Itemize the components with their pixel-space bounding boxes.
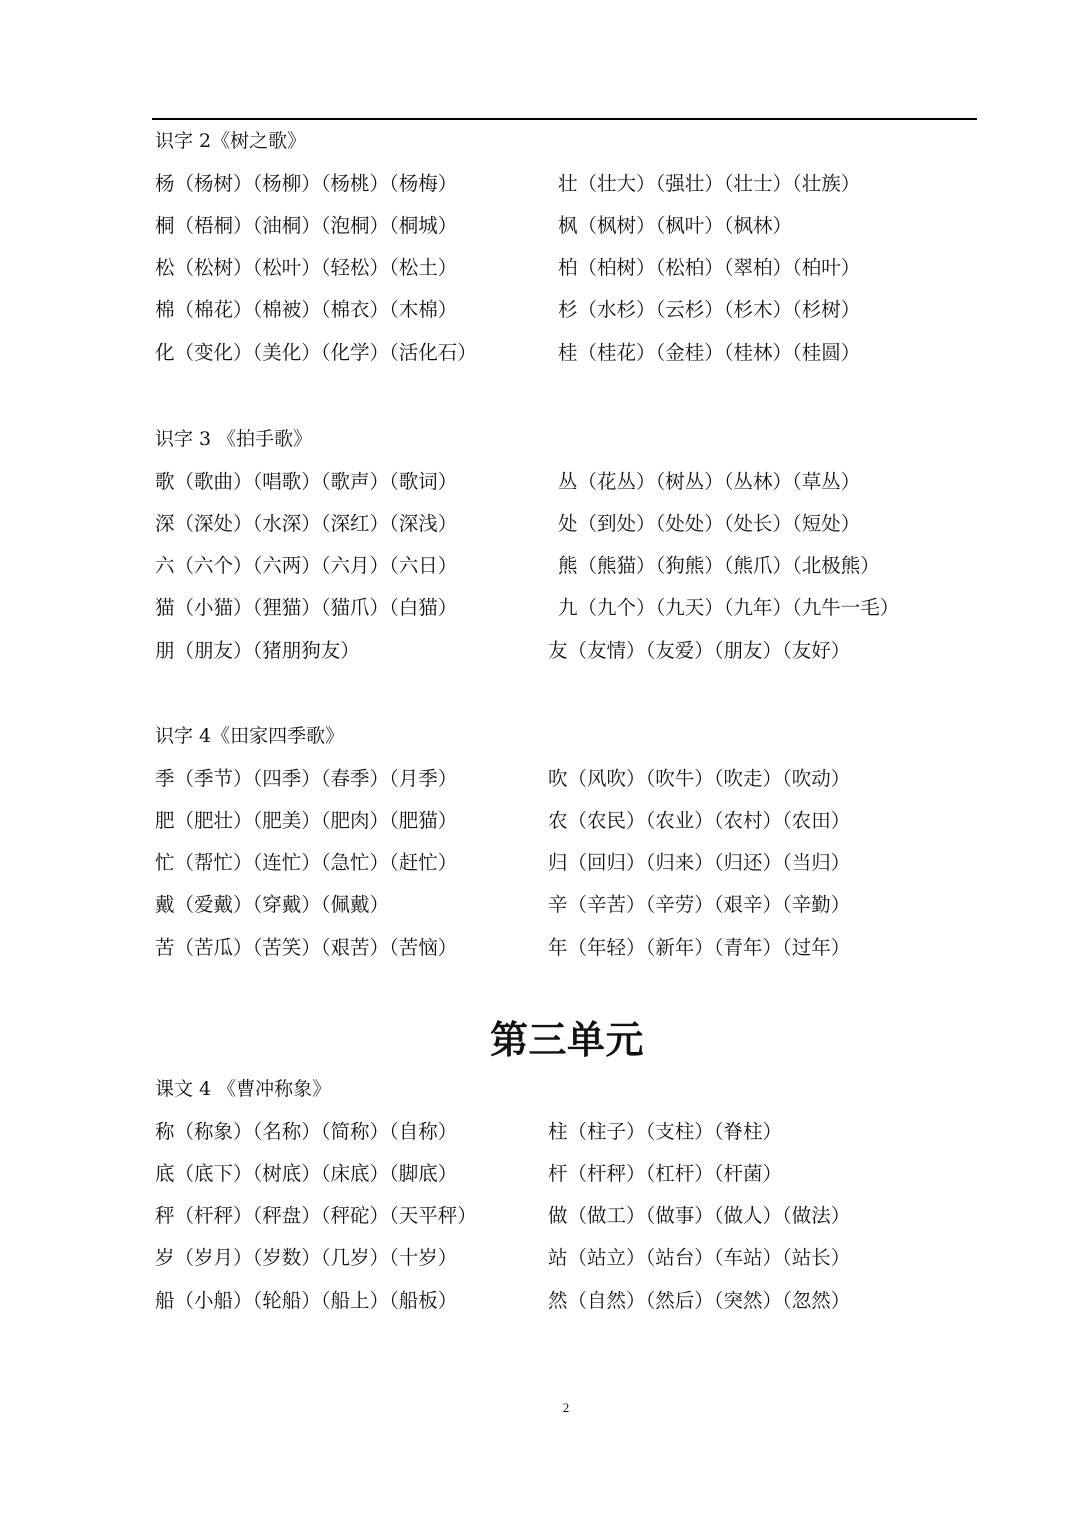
word-entry-right: 柏（柏树）（松柏）（翠柏）（柏叶） — [558, 256, 861, 280]
word-row — [0, 503, 1080, 545]
word-entry-right: 枫（枫树）（枫叶）（枫林） — [558, 213, 793, 237]
word-entry-right: 处（到处）（处处）（处长）（短处） — [558, 511, 861, 535]
word-entry-left: 朋（朋友）（猪朋狗友） — [155, 638, 360, 662]
word-row — [0, 332, 1080, 374]
word-row — [0, 461, 1080, 503]
word-row — [0, 1111, 1080, 1153]
word-entry-left: 称（称象）（名称）（简称）（自称） — [155, 1119, 458, 1143]
word-row — [0, 163, 1080, 205]
section-heading: 识字 4《田家四季歌》 — [155, 725, 345, 747]
word-row — [0, 247, 1080, 289]
word-row — [0, 205, 1080, 247]
word-entry-left: 棉（棉花）（棉被）（棉衣）（木棉） — [155, 298, 458, 322]
word-row — [0, 1280, 1080, 1322]
word-entry-left: 桐（梧桐）（油桐）（泡桐）（桐城） — [155, 213, 458, 237]
word-row — [0, 630, 1080, 672]
word-row — [0, 1237, 1080, 1279]
word-entry-left: 杨（杨树）（杨柳）（杨桃）（杨梅） — [155, 171, 458, 195]
page-number: 2 — [562, 1400, 570, 1415]
word-entry-left: 肥（肥壮）（肥美）（肥肉）（肥猫） — [155, 808, 458, 832]
word-entry-right: 壮（壮大）（强壮）（壮士）（壮族） — [558, 171, 861, 195]
word-entry-left: 岁（岁月）（岁数）（几岁）（十岁） — [155, 1246, 458, 1270]
word-entry-right: 丛（花丛）（树丛）（丛林）（草丛） — [558, 469, 861, 493]
word-row — [0, 1195, 1080, 1237]
word-row — [0, 587, 1080, 629]
word-entry-right: 桂（桂花）（金桂）（桂林）（桂圆） — [558, 340, 861, 364]
lesson-section-1 — [0, 120, 1080, 374]
word-entry-right: 做（做工）（做事）（做人）（做法） — [548, 1204, 851, 1228]
word-row — [0, 800, 1080, 842]
section-heading: 课文 4 《曹冲称象》 — [155, 1078, 332, 1100]
word-row — [0, 758, 1080, 800]
word-entry-left: 歌（歌曲）（唱歌）（歌声）（歌词） — [155, 469, 458, 493]
word-row — [0, 927, 1080, 969]
word-entry-right: 辛（辛苦）（辛劳）（艰辛）（辛勤） — [548, 893, 851, 917]
word-entry-right: 然（自然）（然后）（突然）（忽然） — [548, 1288, 851, 1312]
word-entry-left: 六（六个）（六两）（六月）（六日） — [155, 554, 458, 578]
word-entry-right: 柱（柱子）（支柱）（脊柱） — [548, 1119, 783, 1143]
word-entry-right: 友（友情）（友爱）（朋友）（友好） — [548, 638, 851, 662]
word-entry-right: 九（九个）（九天）（九年）（九牛一毛） — [558, 596, 900, 620]
word-entry-left: 猫（小猫）（狸猫）（猫爪）（白猫） — [155, 596, 458, 620]
section-heading: 识字 3 《拍手歌》 — [155, 428, 313, 450]
word-entry-left: 底（底下）（树底）（床底）（脚底） — [155, 1161, 458, 1185]
word-entry-right: 杆（杆秤）（杠杆）（杆菌） — [548, 1161, 783, 1185]
word-entry-left: 忙（帮忙）（连忙）（急忙）（赶忙） — [155, 851, 458, 875]
word-entry-left: 苦（苦瓜）（苦笑）（艰苦）（苦恼） — [155, 935, 458, 959]
word-row — [0, 1153, 1080, 1195]
word-entry-right: 年（年轻）（新年）（青年）（过年） — [548, 935, 851, 959]
word-row — [0, 884, 1080, 926]
word-row — [0, 545, 1080, 587]
word-entry-right: 归（回归）（归来）（归还）（当归） — [548, 851, 851, 875]
lesson-section-3 — [0, 715, 1080, 969]
word-entry-left: 季（季节）（四季）（春季）（月季） — [155, 766, 458, 790]
word-entry-left: 戴（爱戴）（穿戴）（佩戴） — [155, 893, 390, 917]
section-heading: 识字 2《树之歌》 — [155, 130, 307, 152]
word-entry-right: 吹（风吹）（吹牛）（吹走）（吹动） — [548, 766, 851, 790]
lesson-section-4 — [0, 1068, 1080, 1322]
word-entry-left: 船（小船）（轮船）（船上）（船板） — [155, 1288, 458, 1312]
word-entry-left: 秤（杆秤）（秤盘）（秤砣）（天平秤） — [155, 1204, 477, 1228]
lesson-section-2 — [0, 418, 1080, 672]
word-entry-left: 松（松树）（松叶）（轻松）（松土） — [155, 256, 458, 280]
word-entry-right: 杉（水杉）（云杉）（杉木）（杉树） — [558, 298, 861, 322]
word-entry-right: 农（农民）（农业）（农村）（农田） — [548, 808, 851, 832]
word-entry-left: 化（变化）（美化）（化学）（活化石） — [155, 340, 477, 364]
word-entry-left: 深（深处）（水深）（深红）（深浅） — [155, 511, 458, 535]
unit-title: 第三单元 — [490, 1017, 645, 1062]
word-entry-right: 站（站立）（站台）（车站）（站长） — [548, 1246, 851, 1270]
word-row — [0, 842, 1080, 884]
word-entry-right: 熊（熊猫）（狗熊）（熊爪）（北极熊） — [558, 554, 880, 578]
word-row — [0, 289, 1080, 331]
